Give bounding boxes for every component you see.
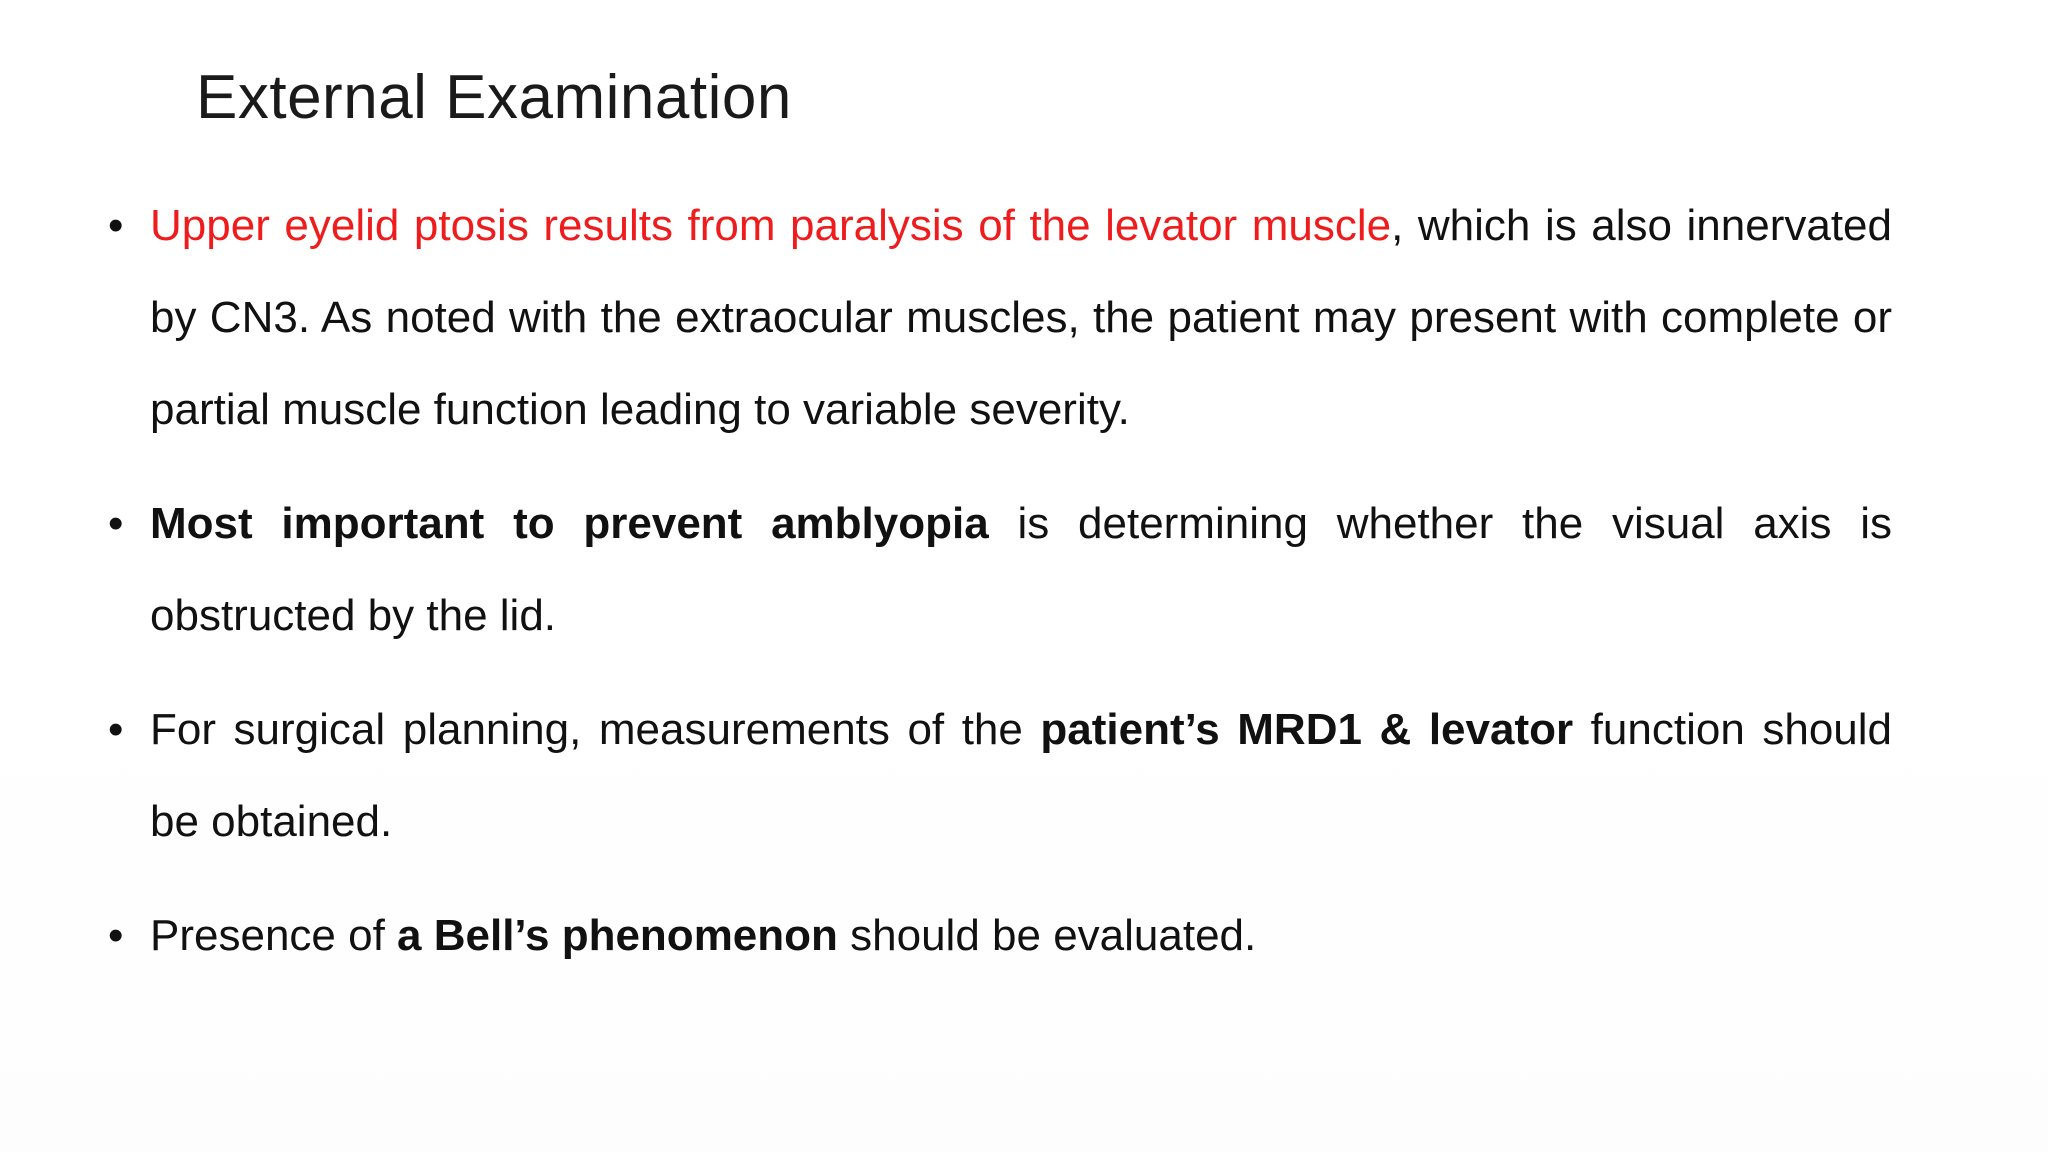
bullet-item-surgical-planning (108, 684, 1893, 868)
emphasis-text: a Bell’s phenomenon (397, 911, 838, 960)
bullet-marker-icon: • (108, 499, 124, 548)
bullet-item-ptosis (108, 180, 1892, 456)
highlight-text: Upper eyelid ptosis results from paralysis of the levator muscle (150, 201, 1392, 250)
bullet-list (108, 180, 1893, 1004)
body-text: function should be obtained. (150, 705, 1893, 846)
body-text: For surgical planning, measurements of the (150, 705, 1041, 754)
bullet-item-bells-phenomenon (108, 890, 1892, 982)
body-text: is determining whether the visual axis is obstructed by the lid. (150, 499, 1892, 640)
body-text: should be evaluated. (837, 911, 1257, 960)
bullet-item-amblyopia (108, 478, 1892, 662)
emphasis-text: patient’s MRD1 & levator (1040, 705, 1574, 754)
body-text: , which is also innervated by CN3. As noted with the extraocular muscles, the patient may present with complete or partial muscle function leading to variable severity. (150, 201, 1892, 434)
slide-title: External Examination (196, 63, 792, 132)
emphasis-text: Most important to prevent amblyopia (150, 499, 989, 548)
bullet-marker-icon: • (108, 201, 124, 250)
body-text: Presence of (150, 911, 398, 960)
bullet-marker-icon: • (108, 911, 124, 960)
bullet-marker-icon: • (108, 705, 124, 754)
